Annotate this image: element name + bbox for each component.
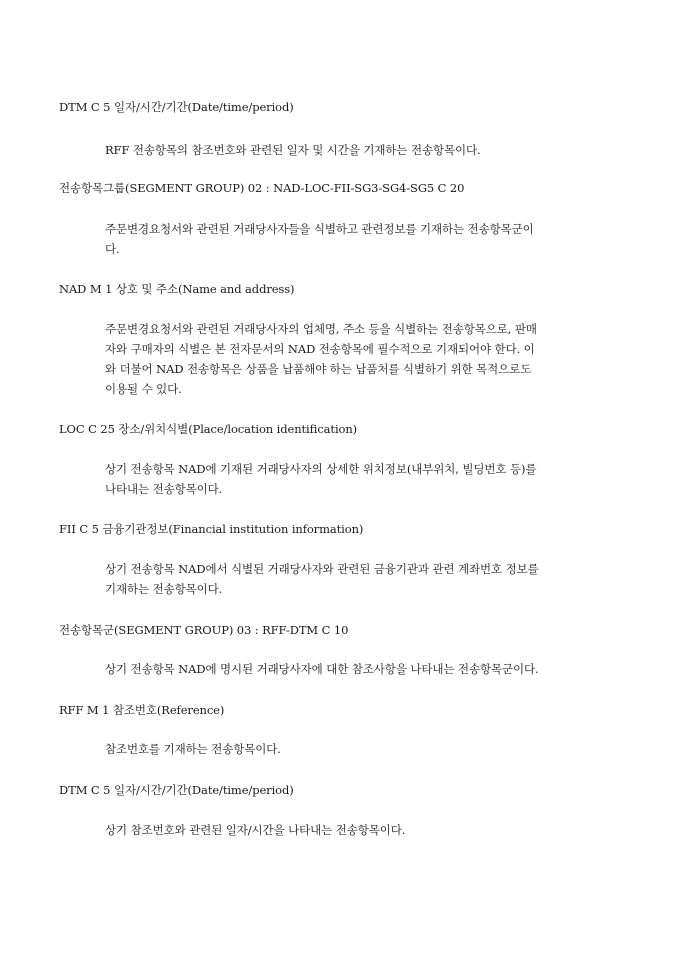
section-body-line: 상기 전송항목 NAD에 명시된 거래당사자에 대한 참조사항을 나타내는 전송항목군이다. xyxy=(105,662,539,676)
section-body-line: RFF 전송항목의 참조번호와 관련된 일자 및 시간을 기재하는 전송항목이다. xyxy=(105,143,481,157)
section-body-line: 이용될 수 있다. xyxy=(105,382,182,396)
section-heading: NAD M 1 상호 및 주소(Name and address) xyxy=(59,282,295,296)
section-heading: DTM C 5 일자/시간/기간(Date/time/period) xyxy=(59,783,294,797)
section-body-line: 와 더불어 NAD 전송항목은 상품을 납품해야 하는 납품처를 식별하기 위한 목적으로도 xyxy=(105,362,532,376)
section-heading: RFF M 1 참조번호(Reference) xyxy=(59,703,225,717)
section-body-line: 참조번호를 기재하는 전송항목이다. xyxy=(105,742,281,756)
section-body-line: 다. xyxy=(105,242,120,256)
section-body-line: 주문변경요청서와 관련된 거래당사자들을 식별하고 관련정보를 기재하는 전송항목군이 xyxy=(105,222,534,236)
section-body-line: 주문변경요청서와 관련된 거래당사자의 업체명, 주소 등을 식별하는 전송항목으로, 판매 xyxy=(105,322,537,336)
section-body-line: 기재하는 전송항목이다. xyxy=(105,582,223,596)
section-body-line: 상기 참조번호와 관련된 일자/시간을 나타내는 전송항목이다. xyxy=(105,823,406,837)
section-heading: DTM C 5 일자/시간/기간(Date/time/period) xyxy=(59,100,294,114)
section-body-line: 나타내는 전송항목이다. xyxy=(105,482,223,496)
section-body-line: 상기 전송항목 NAD에 기재된 거래당사자의 상세한 위치정보(내부위치, 빌딩번호 등)를 xyxy=(105,462,537,476)
section-heading: 전송항목군(SEGMENT GROUP) 03 : RFF-DTM C 10 xyxy=(59,623,349,637)
section-heading: LOC C 25 장소/위치식별(Place/location identification) xyxy=(59,422,358,436)
section-body-line: 상기 전송항목 NAD에서 식별된 거래당사자와 관련된 금융기관과 관련 계좌번호 정보를 xyxy=(105,562,539,576)
section-heading: FII C 5 금융기관정보(Financial institution information) xyxy=(59,522,364,536)
section-body-line: 자와 구매자의 식별은 본 전자문서의 NAD 전송항목에 필수적으로 기재되어야 한다. 이 xyxy=(105,342,535,356)
section-heading: 전송항목그룹(SEGMENT GROUP) 02 : NAD-LOC-FII-SG3-SG4-SG5 C 20 xyxy=(59,181,465,195)
